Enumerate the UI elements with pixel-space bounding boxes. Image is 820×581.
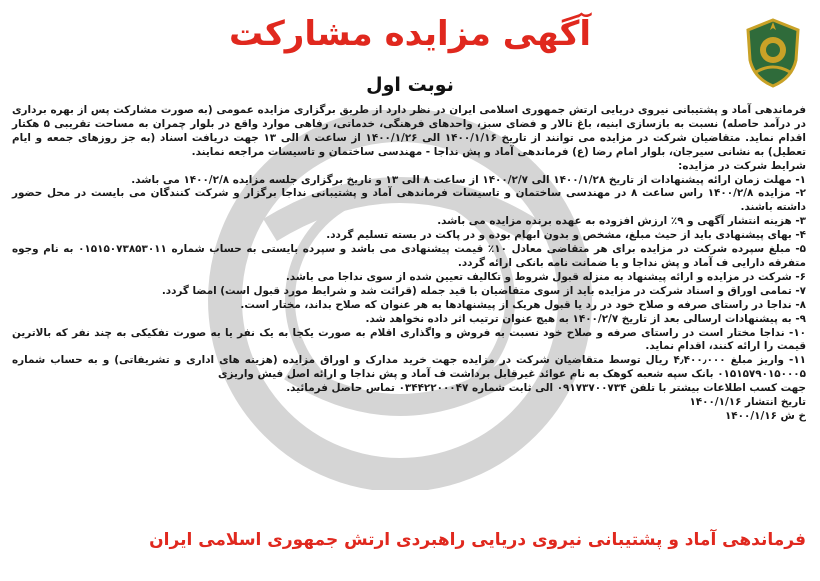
condition-item: ۱۱- واریز مبلغ ۴٫۴۰۰٫۰۰۰ ریال توسط متقاضیان شرکت در مزایده جهت خرید مدارک و اوراق مزایده (هزینه های اداری و تشریفاتی) و به حساب شماره ۰۱۵۱۵۷۹۰۱۵۰۰۰۵ بانک سپه شعبه کوهک به نام عوائد غیرقابل برداشت ف آماد و پش نداجا و ارائه اصل فیش واریزی xyxy=(12,354,806,381)
notice-title: آگهی مزایده مشارکت xyxy=(228,14,592,54)
condition-item: ۴- بهای پیشنهادی باید از حیث مبلغ، مشخص و بدون ابهام بوده و در پاکت در بسته تسلیم گردد. xyxy=(326,229,806,242)
notice-body xyxy=(12,104,806,424)
condition-item: ۳- هزینه انتشار آگهی و ۹٪ ارزش افزوده به عهده برنده مزایده می باشد. xyxy=(437,215,806,228)
issuer-footer: فرماندهی آماد و پشتیبانی نیروی دریایی راهبردی ارتش جمهوری اسلامی ایران xyxy=(149,530,806,550)
condition-item: ۹- به پیشنهادات ارسالی بعد از تاریخ ۱۴۰۰/۲/۷ به هیچ عنوان ترتیب اثر داده نخواهد شد. xyxy=(365,312,806,325)
condition-item: ۷- تمامی اوراق و اسناد شرکت در مزایده باید از سوی متقاضیان با قید جمله (قرائت شد و شرایط مورد قبول است) امضا گردد. xyxy=(161,284,806,297)
conditions-title: شرایط شرکت در مزایده: xyxy=(678,159,806,172)
condition-item: ۲- مزایده ۱۴۰۰/۲/۸ راس ساعت ۸ در مهندسی ساختمان و تاسیسات فرماندهی آماد و پشتیبانی نداجا برگزار و شرکت کنندگان می بایست در محل حضور داشته باشند. xyxy=(12,187,807,214)
notice-intro: فرماندهی آماد و پشتیبانی نیروی دریایی ارتش جمهوری اسلامی ایران در نظر دارد از طریق برگزاری مزایده عمومی (به صورت مشارکت پس از بهره برداری در درآمد حاصله) نسبت به بازسازی ابنیه، باغ تالار و فضای سبز، واحدهای فرهنگی، خدماتی، رفاهی موارد واقع در بلوار چمران به مساحت تقریبی ۵ هکتار اقدام نماید. متقاضیان شرکت در مزایده می توانند از تاریخ ۱۴۰۰/۱/۱۶ الی ۱۴۰۰/۱/۲۶ از ساعت ۸ الی ۱۳ جهت دریافت اسناد (به جز روزهای جمعه و ایام تعطیل) به نشانی سیرجان، بلوار امام رضا (ع) فرماندهی آماد و پش نداجا - مهندسی ساختمان و تاسیسات مراجعه نمایند. xyxy=(12,104,806,158)
publish-date: تاریخ انتشار ۱۴۰۰/۱/۱۶ xyxy=(689,396,806,409)
condition-item: ۵- مبلغ سپرده شرکت در مزایده برای هر متقاضی معادل ۱۰٪ قیمت پیشنهادی می باشد و سپرده بایستی به حساب شماره ۰۱۵۱۵۰۷۳۸۵۳۰۱۱ به نام وجوه متفرقه دارایی ف آماد و پش نداجا و یا ضمانت نامه بانکی ارائه گردد. xyxy=(12,243,806,269)
condition-item: ۸- نداجا در راستای صرفه و صلاح خود در رد یا قبول هریک از پیشنهادها به هر عنوان که صلاح بداند، مختار است. xyxy=(240,298,806,311)
condition-item: ۶- شرکت در مزایده و ارائه پیشنهاد به منزله قبول شروط و تکالیف تعیین شده از سوی نداجا می باشد. xyxy=(285,270,806,283)
notice-code: خ ش ۱۴۰۰/۱/۱۶ xyxy=(724,409,806,422)
condition-item: ۱- مهلت زمان ارائه پیشنهادات از تاریخ ۱۴۰۰/۱/۲۸ الی ۱۴۰۰/۲/۷ از ساعت ۸ الی ۱۳ و تاریخ برگزاری جلسه مزایده ۱۴۰۰/۲/۸ می باشد. xyxy=(131,173,806,186)
notice-round: نوبت اول xyxy=(366,74,454,96)
condition-item: ۱۰- نداجا مختار است در راستای صرفه و صلاح خود نسبت به فروش و واگذاری اقلام به صورت یکجا به یک نفر یا به صورت تفکیکی به چند نفر که بالاترین قیمت را ارائه کنند، اقدام نماید. xyxy=(12,326,806,353)
contact-info: جهت کسب اطلاعات بیشتر با تلفن ۰۹۱۷۳۷۰۰۷۳۴ الی ثابت شماره ۰۳۴۴۲۲۰۰۰۴۷ تماس حاصل فرمائید. xyxy=(286,382,806,395)
